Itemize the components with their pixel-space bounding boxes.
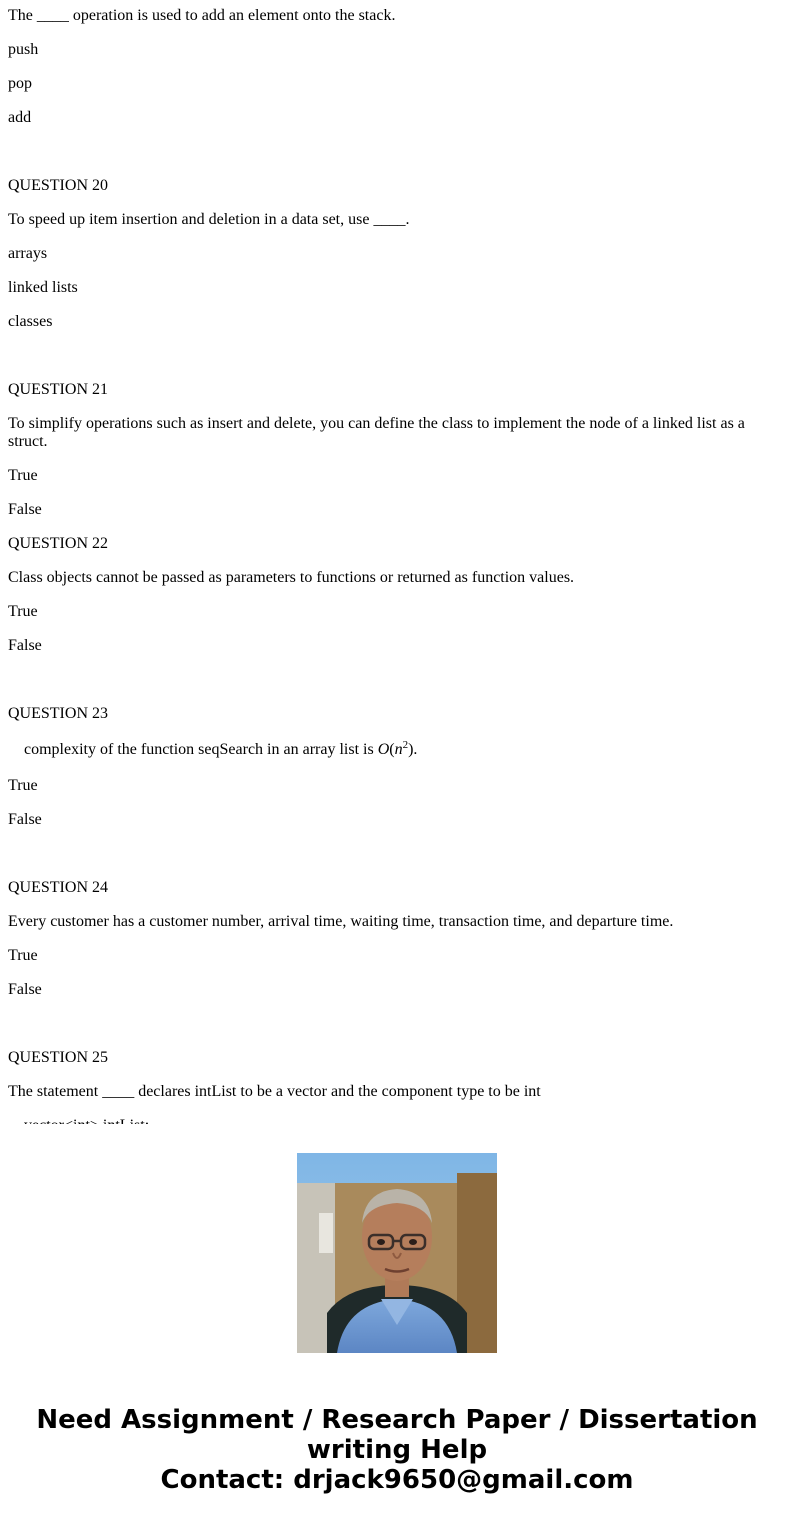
question-22-text: Class objects cannot be passed as parameters to functions or returned as function values. <box>8 569 575 586</box>
question-22-option-false: False <box>8 637 42 654</box>
question-25-text: The statement ____ declares intList to be a vector and the component type to be int <box>8 1083 541 1100</box>
option-linked-lists: linked lists <box>8 279 78 296</box>
option-pop: pop <box>8 75 32 92</box>
question-20-text: To speed up item insertion and deletion in a data set, use ____. <box>8 211 410 228</box>
promo-footer <box>0 1124 794 1523</box>
cta-contact-email[interactable]: Contact: drjack9650@gmail.com <box>160 1465 634 1495</box>
question-23-option-false: False <box>8 811 42 828</box>
question-23-text <box>8 741 778 759</box>
option-push: push <box>8 41 39 58</box>
question-23-prefix: complexity of the function seqSearch in an array list is <box>24 741 378 758</box>
math-variable: n <box>394 741 403 758</box>
question-24-option-false: False <box>8 981 42 998</box>
question-24-text: Every customer has a customer number, arrival time, waiting time, transaction time, and departure time. <box>8 913 674 930</box>
math-close-paren: ). <box>408 741 418 758</box>
question-23-heading: QUESTION 23 <box>8 705 108 722</box>
question-21-heading: QUESTION 21 <box>8 381 108 398</box>
question-20-heading: QUESTION 20 <box>8 177 108 194</box>
question-19-text: The ____ operation is used to add an element onto the stack. <box>8 7 396 24</box>
author-avatar <box>297 1153 497 1353</box>
question-24-heading: QUESTION 24 <box>8 879 108 896</box>
question-21-option-true: True <box>8 467 38 484</box>
cta-line-1: Need Assignment / Research Paper / Dissertation <box>36 1405 758 1435</box>
option-classes: classes <box>8 313 53 330</box>
contact-banner <box>0 1405 794 1495</box>
question-22-option-true: True <box>8 603 38 620</box>
question-21-option-false: False <box>8 501 42 518</box>
math-exponent: 2 <box>402 739 409 751</box>
big-o-symbol: O <box>377 741 390 758</box>
option-add: add <box>8 109 32 126</box>
math-open-paren: ( <box>389 741 395 758</box>
option-arrays: arrays <box>8 245 48 262</box>
question-25-heading: QUESTION 25 <box>8 1049 108 1066</box>
author-photo-icon <box>297 1153 497 1353</box>
cta-line-2: writing Help <box>306 1435 488 1465</box>
question-24-option-true: True <box>8 947 38 964</box>
document-body <box>8 0 778 1124</box>
question-23-option-true: True <box>8 777 38 794</box>
question-21-text: To simplify operations such as insert and delete, you can define the class to implement the node of a linked list as a struct. <box>8 415 745 450</box>
question-22-heading: QUESTION 22 <box>8 535 108 552</box>
